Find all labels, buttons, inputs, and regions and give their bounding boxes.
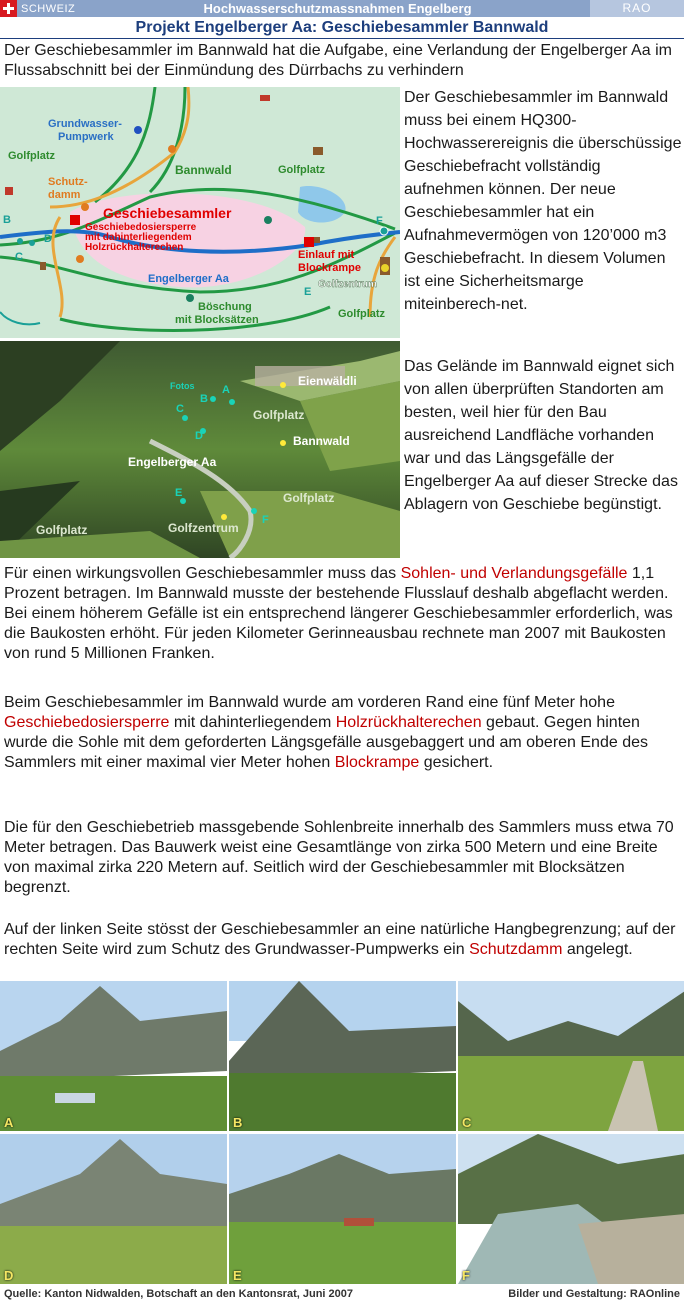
map-label-bannwald: Bannwald <box>175 163 232 177</box>
link-geschiebedosiersperre[interactable]: Geschiebedosiersperre <box>4 714 170 731</box>
source-note: Quelle: Kanton Nidwalden, Botschaft an den Kantonsrat, Juni 2007 <box>4 1287 353 1300</box>
photo-a[interactable] <box>0 981 227 1131</box>
photo-b[interactable] <box>229 981 456 1131</box>
credits-note: Bilder und Gestaltung: RAOnline <box>508 1287 680 1300</box>
link-blockrampe[interactable]: Blockrampe <box>334 754 420 771</box>
site-title[interactable]: Hochwasserschutzmassnahmen Engelberg <box>203 1 472 16</box>
aerial-label-golfplatz: Golfplatz <box>253 408 305 422</box>
swiss-flag-icon <box>0 0 17 17</box>
map-label-schutzdamm: damm <box>48 189 81 201</box>
map-label-sperre: Holzrückhalterechen <box>85 242 184 253</box>
aerial-point-a: A <box>222 384 230 396</box>
map-label-boeschung: mit Blocksätzen <box>175 314 259 326</box>
aerial-label-golfplatz: Golfplatz <box>36 523 88 537</box>
footer <box>0 1285 684 1302</box>
paragraph-schutzdamm: Auf der linken Seite stösst der Geschiebesammler an eine natürliche Hangbegrenzung; auf der rechten Seite wird zum Schutz des Grundwasser-Pumpwerks ein Schutzdamm angelegt. <box>4 921 676 958</box>
aerial-photo <box>0 341 400 558</box>
map-label-golfplatz: Golfplatz <box>338 308 386 320</box>
photo-letter: D <box>4 1268 14 1283</box>
link-sohlengefaelle[interactable]: Sohlen- und Verlandungsgefälle <box>400 565 628 582</box>
photo-grid <box>0 981 684 1285</box>
map-label-pumpwerk: Grundwasser- <box>48 118 122 130</box>
map-point-e: E <box>304 286 312 298</box>
map-label-einlauf: Blockrampe <box>298 262 361 274</box>
aerial-point-c: C <box>176 403 184 415</box>
photo-letter: A <box>4 1115 14 1130</box>
aerial-label-eienwaldli: Eienwäldli <box>298 374 357 388</box>
aerial-label-fotos: Fotos <box>170 381 195 391</box>
aerial-point-b: B <box>200 393 208 405</box>
intro-text: Der Geschiebesammler im Bannwald hat die Aufgabe, eine Verlandung der Engelberger Aa im Flussabschnitt bei der Einmündung des Dürrbachs zu verhindern <box>4 42 672 79</box>
map-point-c: C <box>15 251 23 263</box>
link-schutzdamm[interactable]: Schutzdamm <box>469 941 563 958</box>
map-label-golfplatz: Golfplatz <box>8 150 56 162</box>
aerial-point-d: D <box>195 430 203 442</box>
aerial-point-f: F <box>262 514 269 526</box>
country-label[interactable]: SCHWEIZ <box>21 2 76 15</box>
top-bar <box>0 0 684 17</box>
aerial-label-bannwald: Bannwald <box>293 434 350 448</box>
aerial-label-golfplatz: Golfplatz <box>283 491 335 505</box>
paragraph-dimensionen: Die für den Geschiebetrieb massgebende Sohlenbreite innerhalb des Sammlers muss etwa 70 Meter betragen. Das Bauwerk weist eine Gesamtlänge von zirka 500 Metern und eine Breite von maximal zirka 220 Metern auf. Seitlich wird der Geschiebesammler mit Blocksätzen begrenzt. <box>4 819 674 896</box>
photo-letter: B <box>233 1115 243 1130</box>
map-label-geschiebesammler: Geschiebesammler <box>103 205 232 221</box>
map-label-engelberger-aa: Engelberger Aa <box>148 273 229 285</box>
aerial-point-e: E <box>175 487 183 499</box>
page-title: Projekt Engelberger Aa: Geschiebesammler Bannwald <box>0 17 684 39</box>
map-label-schutzdamm: Schutz- <box>48 176 88 188</box>
map-point-d: D <box>44 233 52 245</box>
photo-e[interactable] <box>229 1134 456 1284</box>
right-text-location: Das Gelände im Bannwald eignet sich von allen überprüften Standorten am besten, weil hier für den Bau ausreichend Landfläche vorhanden war und das Längsgefälle der Engelberger Aa auf dieser Strecke das Ablagern von Geschiebe begünstigt. <box>404 358 678 513</box>
photo-c[interactable] <box>458 981 684 1131</box>
aerial-label-engelberger-aa: Engelberger Aa <box>128 455 217 469</box>
photo-letter: F <box>462 1268 470 1283</box>
photo-f[interactable] <box>458 1134 684 1284</box>
map-point-f: F <box>376 215 383 227</box>
right-text-capacity: Der Geschiebesammler im Bannwald muss bei einem HQ300-Hochwasserereignis die überschüssige Geschiebefracht vollständig aufnehmen können. Der neue Geschiebesammler hat ein Aufnahmevermögen von 120’000 m3 Geschiebefracht. In diesem Volumen ist eine Sicherheitsmarge miteinberech-net. <box>404 89 682 313</box>
paragraph-gefaelle: Für einen wirkungsvollen Geschiebesammler muss das Sohlen- und Verlandungsgefälle 1,1 Prozent betragen. Im Bannwald musste der bestehende Flusslauf deshalb abgeflacht werden. Bei einem höherem Gefälle ist ein entsprechend längerer Geschiebesammler erforderlich, was die Baukosten erhöht. Für jeden Kilometer Gerinneausbau rechnete man 2007 mit Baukosten von rund 5 Millionen Franken. <box>4 565 673 662</box>
site-map <box>0 87 400 338</box>
map-label-golfplatz: Golfplatz <box>278 164 326 176</box>
map-label-sperre: mit dahinterliegendem <box>85 232 192 243</box>
map-label-einlauf: Einlauf mit <box>298 249 355 261</box>
map-point-a: B <box>3 214 11 226</box>
paragraph-bauwerk: Beim Geschiebesammler im Bannwald wurde am vorderen Rand eine fünf Meter hohe Geschiebedosiersperre mit dahinterliegendem Holzrückhalterechen gebaut. Gegen hinten wurde die Sohle mit dem geforderten Längsgefälle ausgebaggert und am oberen Ende des Sammlers mit einer maximal vier Meter hohen Blockrampe gesichert. <box>4 694 648 771</box>
aerial-label-golfzentrum: Golfzentrum <box>168 521 239 535</box>
map-label-pumpwerk: Pumpwerk <box>58 131 114 143</box>
photo-d[interactable] <box>0 1134 227 1284</box>
map-label-boeschung: Böschung <box>198 301 252 313</box>
link-holzrueckhalterechen[interactable]: Holzrückhalterechen <box>335 714 482 731</box>
rao-logo[interactable]: RAO <box>590 0 684 17</box>
map-label-sperre: Geschiebedosiersperre <box>85 222 197 233</box>
map-label-golfzentrum: Golfzentrum <box>318 279 377 290</box>
photo-letter: E <box>233 1268 242 1283</box>
photo-letter: C <box>462 1115 472 1130</box>
